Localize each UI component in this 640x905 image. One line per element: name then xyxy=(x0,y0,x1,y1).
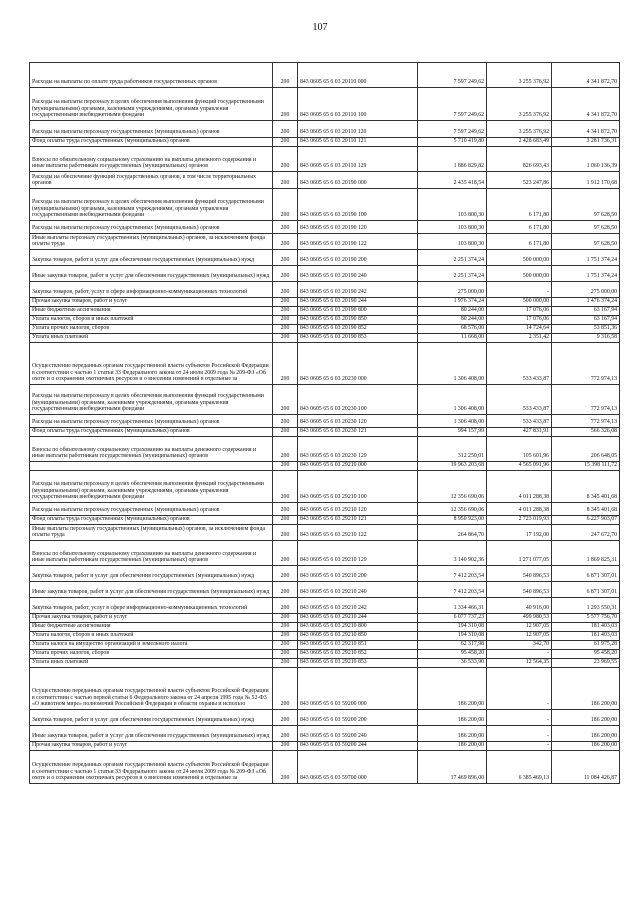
row-name-cell: Иные закупки товаров, работ и услуг для обеспечения государственных (муниципальных) нужд xyxy=(30,582,273,598)
row-approved-amount-cell: 186 200,00 xyxy=(418,726,487,742)
row-approved-amount-cell: 11 668,00 xyxy=(418,334,487,343)
row-line-code-cell: 200 xyxy=(273,316,298,325)
row-unexecuted-amount-cell: 6 871 307,01 xyxy=(552,582,620,598)
table-row xyxy=(30,623,620,632)
row-unexecuted-amount-cell: 8 345 401,68 xyxy=(552,503,620,516)
table-row xyxy=(30,650,620,659)
row-budget-class-code-cell: 843 0605 65 6 03 59700 000 xyxy=(298,751,418,784)
row-budget-class-code-cell: 843 0605 65 6 03 20110 100 xyxy=(298,88,418,121)
row-executed-amount-cell: 500 000,00 xyxy=(487,266,552,282)
row-name-cell: Фонд оплаты труда государственных (муниципальных) органов xyxy=(30,516,273,525)
row-approved-amount-cell: 312 250,01 xyxy=(418,437,487,462)
row-approved-amount-cell: 264 864,70 xyxy=(418,525,487,541)
table-row xyxy=(30,266,620,282)
table-row xyxy=(30,525,620,541)
row-budget-class-code-cell: 843 0605 65 6 03 29210 240 xyxy=(298,582,418,598)
row-line-code-cell: 200 xyxy=(273,632,298,641)
table-row xyxy=(30,172,620,189)
table-row xyxy=(30,598,620,614)
row-unexecuted-amount-cell: 772 974,13 xyxy=(552,385,620,415)
row-budget-class-code-cell: 843 0605 65 6 03 20110 000 xyxy=(298,63,418,88)
row-name-cell: Прочая закупка товаров, работ и услуг xyxy=(30,614,273,623)
table-row xyxy=(30,437,620,462)
row-unexecuted-amount-cell: 5 577 756,70 xyxy=(552,614,620,623)
row-budget-class-code-cell: 843 0605 65 6 03 20110 120 xyxy=(298,121,418,138)
row-unexecuted-amount-cell: 4 341 872,70 xyxy=(552,121,620,138)
row-executed-amount-cell: 540 896,53 xyxy=(487,566,552,582)
row-name-cell: Уплата иных платежей xyxy=(30,334,273,343)
budget-execution-table xyxy=(29,62,620,784)
row-budget-class-code-cell: 843 0605 65 6 03 20230 100 xyxy=(298,385,418,415)
row-name-cell: Расходы на обеспечение функций государственных органов, в том числе территориальных органов xyxy=(30,172,273,189)
row-line-code-cell: 200 xyxy=(273,668,298,710)
row-executed-amount-cell: 12 907,05 xyxy=(487,632,552,641)
row-name-cell: Взносы по обязательному социальному страхованию на выплаты денежного содержания и иные выплаты работникам государственных (муниципальных) органов xyxy=(30,437,273,462)
table-row xyxy=(30,668,620,710)
table-row xyxy=(30,88,620,121)
table-row xyxy=(30,462,620,471)
row-executed-amount-cell: 17 192,00 xyxy=(487,525,552,541)
table-row xyxy=(30,307,620,316)
table-row xyxy=(30,385,620,415)
row-name-cell: Фонд оплаты труда государственных (муниципальных) органов xyxy=(30,138,273,147)
table-row xyxy=(30,471,620,503)
row-budget-class-code-cell: 843 0605 65 6 03 29210 129 xyxy=(298,541,418,566)
row-approved-amount-cell: 17 469 896,00 xyxy=(418,751,487,784)
row-approved-amount-cell: 1 886 829,82 xyxy=(418,147,487,172)
row-line-code-cell: 200 xyxy=(273,325,298,334)
table-row xyxy=(30,516,620,525)
row-line-code-cell: 200 xyxy=(273,147,298,172)
row-executed-amount-cell: 2 428 683,49 xyxy=(487,138,552,147)
row-line-code-cell: 200 xyxy=(273,88,298,121)
row-budget-class-code-cell: 843 0605 65 6 03 20190 240 xyxy=(298,266,418,282)
row-executed-amount-cell: 533 433,87 xyxy=(487,343,552,385)
row-unexecuted-amount-cell: 1 060 136,39 xyxy=(552,147,620,172)
row-name-cell: Расходы на выплаты персоналу государственных (муниципальных) органов xyxy=(30,503,273,516)
row-line-code-cell: 200 xyxy=(273,503,298,516)
row-name-cell: Закупка товаров, работ и услуг для обеспечения государственных (муниципальных) нужд xyxy=(30,710,273,726)
row-line-code-cell: 200 xyxy=(273,415,298,428)
row-unexecuted-amount-cell: 15 398 111,72 xyxy=(552,462,620,471)
row-name-cell: Взносы по обязательному социальному страхованию на выплаты денежного содержания и иные выплаты работникам государственных (муниципальных) органов xyxy=(30,541,273,566)
row-name-cell: Расходы на выплаты персоналу в целях обеспечения выполнения функций государственными (муниципальными) органами, казенными учреждениями, органами управления государственными внебюджетными фондами xyxy=(30,189,273,221)
table-row xyxy=(30,503,620,516)
row-name-cell: Осуществление переданных органам государственной власти субъектов Российской Федерации в соответствии с частью первой статьи 6 Федерального закона от 24 апреля 1995 года № 52-ФЗ «О животном мире» полномочий Российской Федерации в области охраны и использо xyxy=(30,668,273,710)
row-name-cell: Закупка товаров, работ, услуг в сфере информационно-коммуникационных технологий xyxy=(30,282,273,298)
row-name-cell: Уплата прочих налогов, сборов xyxy=(30,650,273,659)
row-executed-amount-cell: - xyxy=(487,710,552,726)
row-name-cell: Закупка товаров, работ и услуг для обеспечения государственных (муниципальных) нужд xyxy=(30,566,273,582)
row-unexecuted-amount-cell: 181 403,03 xyxy=(552,623,620,632)
row-name-cell: Взносы по обязательному социальному страхованию на выплаты денежного содержания и иные выплаты работникам государственных (муниципальных) органов xyxy=(30,147,273,172)
row-budget-class-code-cell: 843 0605 65 6 03 59200 000 xyxy=(298,668,418,710)
row-executed-amount-cell: 40 916,00 xyxy=(487,598,552,614)
row-approved-amount-cell: 80 244,00 xyxy=(418,307,487,316)
row-unexecuted-amount-cell: 1 912 170,68 xyxy=(552,172,620,189)
row-budget-class-code-cell: 843 0605 65 6 03 20190 100 xyxy=(298,189,418,221)
row-line-code-cell: 200 xyxy=(273,282,298,298)
row-approved-amount-cell: 19 963 203,68 xyxy=(418,462,487,471)
row-approved-amount-cell: 186 200,00 xyxy=(418,742,487,751)
row-approved-amount-cell: 3 140 902,36 xyxy=(418,541,487,566)
table-row xyxy=(30,428,620,437)
table-row xyxy=(30,751,620,784)
row-approved-amount-cell: 186 200,00 xyxy=(418,710,487,726)
row-unexecuted-amount-cell: 63 167,94 xyxy=(552,307,620,316)
table-row xyxy=(30,282,620,298)
row-approved-amount-cell: 2 251 374,24 xyxy=(418,266,487,282)
row-approved-amount-cell: 194 310,08 xyxy=(418,623,487,632)
row-line-code-cell: 200 xyxy=(273,189,298,221)
row-line-code-cell: 200 xyxy=(273,566,298,582)
row-executed-amount-cell: 6 171,80 xyxy=(487,189,552,221)
row-name-cell: Уплата налогов, сборов и иных платежей xyxy=(30,316,273,325)
row-name-cell: Расходы на выплаты по оплате труда работников государственных органов xyxy=(30,63,273,88)
row-line-code-cell: 200 xyxy=(273,614,298,623)
table-row xyxy=(30,334,620,343)
row-name-cell: Уплата налогов, сборов и иных платежей xyxy=(30,632,273,641)
row-approved-amount-cell: 7 597 249,62 xyxy=(418,121,487,138)
row-approved-amount-cell: 194 310,08 xyxy=(418,632,487,641)
row-line-code-cell: 200 xyxy=(273,623,298,632)
row-approved-amount-cell: 103 800,30 xyxy=(418,221,487,234)
row-line-code-cell: 200 xyxy=(273,710,298,726)
row-executed-amount-cell: 17 076,06 xyxy=(487,307,552,316)
row-name-cell: Иные закупки товаров, работ и услуг для обеспечения государственных (муниципальных) нужд xyxy=(30,266,273,282)
row-budget-class-code-cell: 843 0605 65 6 03 20230 121 xyxy=(298,428,418,437)
row-executed-amount-cell: 499 980,53 xyxy=(487,614,552,623)
row-line-code-cell: 200 xyxy=(273,63,298,88)
row-unexecuted-amount-cell: 772 974,13 xyxy=(552,415,620,428)
row-executed-amount-cell: 342,70 xyxy=(487,641,552,650)
row-unexecuted-amount-cell: 186 200,00 xyxy=(552,726,620,742)
row-executed-amount-cell: 6 171,80 xyxy=(487,234,552,250)
row-approved-amount-cell: 1 334 466,31 xyxy=(418,598,487,614)
row-line-code-cell: 200 xyxy=(273,221,298,234)
row-executed-amount-cell: 500 000,00 xyxy=(487,250,552,266)
table-row xyxy=(30,147,620,172)
row-executed-amount-cell: - xyxy=(487,668,552,710)
row-name-cell: Уплата налога на имущество организаций и земельного налога xyxy=(30,641,273,650)
row-budget-class-code-cell: 843 0605 65 6 03 20190 000 xyxy=(298,172,418,189)
row-approved-amount-cell: 103 800,30 xyxy=(418,234,487,250)
row-unexecuted-amount-cell: 4 341 872,70 xyxy=(552,63,620,88)
row-executed-amount-cell: 105 601,96 xyxy=(487,437,552,462)
row-budget-class-code-cell: 843 0605 65 6 03 29210 850 xyxy=(298,632,418,641)
row-executed-amount-cell: 500 000,00 xyxy=(487,298,552,307)
table-row xyxy=(30,325,620,334)
row-budget-class-code-cell: 843 0605 65 6 03 29210 852 xyxy=(298,650,418,659)
row-executed-amount-cell: 4 565 091,96 xyxy=(487,462,552,471)
row-unexecuted-amount-cell: 97 628,50 xyxy=(552,234,620,250)
row-budget-class-code-cell: 843 0605 65 6 03 20190 850 xyxy=(298,316,418,325)
row-executed-amount-cell: 3 255 376,92 xyxy=(487,121,552,138)
row-executed-amount-cell: 427 831,91 xyxy=(487,428,552,437)
row-unexecuted-amount-cell: 1 476 374,24 xyxy=(552,298,620,307)
row-budget-class-code-cell: 843 0605 65 6 03 29210 000 xyxy=(298,462,418,471)
row-line-code-cell: 200 xyxy=(273,234,298,250)
row-unexecuted-amount-cell: 1 869 825,31 xyxy=(552,541,620,566)
row-name-cell: Иные закупки товаров, работ и услуг для обеспечения государственных (муниципальных) нужд xyxy=(30,726,273,742)
table-row xyxy=(30,541,620,566)
row-unexecuted-amount-cell: 275 000,00 xyxy=(552,282,620,298)
row-approved-amount-cell: 1 976 374,24 xyxy=(418,298,487,307)
row-approved-amount-cell: 12 356 690,06 xyxy=(418,503,487,516)
table-row xyxy=(30,742,620,751)
row-line-code-cell: 200 xyxy=(273,298,298,307)
row-name-cell: Расходы на выплаты персоналу государственных (муниципальных) органов xyxy=(30,221,273,234)
row-name-cell: Расходы на выплаты персоналу в целях обеспечения выполнения функций государственными (муниципальными) органами, казенными учреждениями, органами управления государственными внебюджетными фондами xyxy=(30,88,273,121)
row-name-cell: Расходы на выплаты персоналу государственных (муниципальных) органов xyxy=(30,121,273,138)
row-unexecuted-amount-cell: 95 458,20 xyxy=(552,650,620,659)
row-line-code-cell: 200 xyxy=(273,742,298,751)
table-row xyxy=(30,566,620,582)
row-line-code-cell: 200 xyxy=(273,138,298,147)
row-unexecuted-amount-cell: 61 975,28 xyxy=(552,641,620,650)
row-unexecuted-amount-cell: 11 084 426,87 xyxy=(552,751,620,784)
row-line-code-cell: 200 xyxy=(273,582,298,598)
row-line-code-cell: 200 xyxy=(273,659,298,668)
row-executed-amount-cell: 4 011 288,38 xyxy=(487,503,552,516)
row-approved-amount-cell: 12 356 690,06 xyxy=(418,471,487,503)
row-line-code-cell: 200 xyxy=(273,343,298,385)
row-line-code-cell: 200 xyxy=(273,266,298,282)
row-line-code-cell: 200 xyxy=(273,641,298,650)
row-approved-amount-cell: 6 077 737,23 xyxy=(418,614,487,623)
row-name-cell: Закупка товаров, работ, услуг в сфере информационно-коммуникационных технологий xyxy=(30,598,273,614)
row-budget-class-code-cell: 843 0605 65 6 03 29210 120 xyxy=(298,503,418,516)
table-row xyxy=(30,189,620,221)
row-budget-class-code-cell: 843 0605 65 6 03 20190 242 xyxy=(298,282,418,298)
row-approved-amount-cell: 80 244,00 xyxy=(418,316,487,325)
row-executed-amount-cell: - xyxy=(487,282,552,298)
row-executed-amount-cell: 17 076,06 xyxy=(487,316,552,325)
row-unexecuted-amount-cell: 566 326,08 xyxy=(552,428,620,437)
row-line-code-cell: 200 xyxy=(273,428,298,437)
row-unexecuted-amount-cell: 247 672,70 xyxy=(552,525,620,541)
row-executed-amount-cell: 2 723 019,93 xyxy=(487,516,552,525)
row-unexecuted-amount-cell: 186 200,00 xyxy=(552,668,620,710)
row-executed-amount-cell: - xyxy=(487,650,552,659)
row-unexecuted-amount-cell: 9 316,58 xyxy=(552,334,620,343)
table-row xyxy=(30,726,620,742)
row-budget-class-code-cell: 843 0605 65 6 03 29210 200 xyxy=(298,566,418,582)
row-budget-class-code-cell: 843 0605 65 6 03 20190 852 xyxy=(298,325,418,334)
row-unexecuted-amount-cell: 1 293 550,31 xyxy=(552,598,620,614)
row-approved-amount-cell: 2 251 374,24 xyxy=(418,250,487,266)
row-name-cell: Уплата прочих налогов, сборов xyxy=(30,325,273,334)
row-unexecuted-amount-cell: 206 648,05 xyxy=(552,437,620,462)
row-unexecuted-amount-cell: 181 403,03 xyxy=(552,632,620,641)
row-line-code-cell: 200 xyxy=(273,598,298,614)
row-approved-amount-cell: 1 306 408,00 xyxy=(418,343,487,385)
row-name-cell xyxy=(30,462,273,471)
table-row xyxy=(30,343,620,385)
row-unexecuted-amount-cell: 63 167,94 xyxy=(552,316,620,325)
row-budget-class-code-cell: 843 0605 65 6 03 20110 121 xyxy=(298,138,418,147)
row-approved-amount-cell: 7 412 203,54 xyxy=(418,582,487,598)
row-budget-class-code-cell: 843 0605 65 6 03 29210 122 xyxy=(298,525,418,541)
row-budget-class-code-cell: 843 0605 65 6 03 20190 800 xyxy=(298,307,418,316)
row-budget-class-code-cell: 843 0605 65 6 03 29210 800 xyxy=(298,623,418,632)
table-row xyxy=(30,659,620,668)
row-approved-amount-cell: 275 000,00 xyxy=(418,282,487,298)
row-line-code-cell: 200 xyxy=(273,437,298,462)
row-name-cell: Прочая закупка товаров, работ и услуг xyxy=(30,298,273,307)
table-row xyxy=(30,121,620,138)
row-line-code-cell: 200 xyxy=(273,307,298,316)
row-name-cell: Расходы на выплаты персоналу в целях обеспечения выполнения функций государственными (муниципальными) органами, казенными учреждениями, органами управления государственными внебюджетными фондами xyxy=(30,385,273,415)
row-name-cell: Фонд оплаты труда государственных (муниципальных) органов xyxy=(30,428,273,437)
row-approved-amount-cell: 994 157,99 xyxy=(418,428,487,437)
row-approved-amount-cell: 1 306 408,00 xyxy=(418,415,487,428)
row-line-code-cell: 200 xyxy=(273,121,298,138)
row-line-code-cell: 200 xyxy=(273,541,298,566)
row-approved-amount-cell: 2 435 418,54 xyxy=(418,172,487,189)
row-budget-class-code-cell: 843 0605 65 6 03 20190 120 xyxy=(298,221,418,234)
row-executed-amount-cell: 12 564,35 xyxy=(487,659,552,668)
row-executed-amount-cell: 826 693,43 xyxy=(487,147,552,172)
row-line-code-cell: 200 xyxy=(273,726,298,742)
row-line-code-cell: 200 xyxy=(273,172,298,189)
table-row xyxy=(30,316,620,325)
table-row xyxy=(30,221,620,234)
row-unexecuted-amount-cell: 97 628,50 xyxy=(552,221,620,234)
row-budget-class-code-cell: 843 0605 65 6 03 20230 120 xyxy=(298,415,418,428)
row-executed-amount-cell: 540 896,53 xyxy=(487,582,552,598)
row-line-code-cell: 200 xyxy=(273,751,298,784)
row-budget-class-code-cell: 843 0605 65 6 03 59200 200 xyxy=(298,710,418,726)
row-line-code-cell: 200 xyxy=(273,516,298,525)
row-budget-class-code-cell: 843 0605 65 6 03 29210 853 xyxy=(298,659,418,668)
row-unexecuted-amount-cell: 772 974,13 xyxy=(552,343,620,385)
row-budget-class-code-cell: 843 0605 65 6 03 20230 129 xyxy=(298,437,418,462)
row-budget-class-code-cell: 843 0605 65 6 03 29210 121 xyxy=(298,516,418,525)
row-budget-class-code-cell: 843 0605 65 6 03 20190 200 xyxy=(298,250,418,266)
row-line-code-cell: 200 xyxy=(273,650,298,659)
row-approved-amount-cell: 7 412 203,54 xyxy=(418,566,487,582)
row-unexecuted-amount-cell: 4 341 872,70 xyxy=(552,88,620,121)
row-unexecuted-amount-cell: 1 751 374,24 xyxy=(552,250,620,266)
table-row xyxy=(30,298,620,307)
table-row xyxy=(30,710,620,726)
row-executed-amount-cell: 3 255 376,92 xyxy=(487,88,552,121)
row-budget-class-code-cell: 843 0605 65 6 03 20190 244 xyxy=(298,298,418,307)
table-row xyxy=(30,63,620,88)
table-row xyxy=(30,138,620,147)
row-approved-amount-cell: 95 458,20 xyxy=(418,650,487,659)
row-executed-amount-cell: 523 247,86 xyxy=(487,172,552,189)
row-approved-amount-cell: 103 800,30 xyxy=(418,189,487,221)
row-executed-amount-cell: 4 011 288,38 xyxy=(487,471,552,503)
table-row xyxy=(30,250,620,266)
table-row xyxy=(30,641,620,650)
row-approved-amount-cell: 36 533,90 xyxy=(418,659,487,668)
row-line-code-cell: 200 xyxy=(273,250,298,266)
page-number: 107 xyxy=(312,22,328,33)
row-name-cell: Закупка товаров, работ и услуг для обеспечения государственных (муниципальных) нужд xyxy=(30,250,273,266)
row-budget-class-code-cell: 843 0605 65 6 03 29210 244 xyxy=(298,614,418,623)
row-budget-class-code-cell: 843 0605 65 6 03 20190 122 xyxy=(298,234,418,250)
row-line-code-cell: 200 xyxy=(273,462,298,471)
row-executed-amount-cell: - xyxy=(487,726,552,742)
table-row xyxy=(30,234,620,250)
row-unexecuted-amount-cell: 97 628,50 xyxy=(552,189,620,221)
row-unexecuted-amount-cell: 186 200,00 xyxy=(552,710,620,726)
row-budget-class-code-cell: 843 0605 65 6 03 20230 000 xyxy=(298,343,418,385)
row-unexecuted-amount-cell: 6 871 307,01 xyxy=(552,566,620,582)
row-executed-amount-cell: 12 907,05 xyxy=(487,623,552,632)
row-executed-amount-cell: 6 171,80 xyxy=(487,221,552,234)
row-budget-class-code-cell: 843 0605 65 6 03 29210 242 xyxy=(298,598,418,614)
row-unexecuted-amount-cell: 1 751 374,24 xyxy=(552,266,620,282)
row-line-code-cell: 200 xyxy=(273,385,298,415)
table-row xyxy=(30,614,620,623)
row-approved-amount-cell: 8 950 923,00 xyxy=(418,516,487,525)
row-budget-class-code-cell: 843 0605 65 6 03 20190 853 xyxy=(298,334,418,343)
row-name-cell: Расходы на выплаты персоналу государственных (муниципальных) органов xyxy=(30,415,273,428)
row-unexecuted-amount-cell: 3 281 736,31 xyxy=(552,138,620,147)
row-unexecuted-amount-cell: 6 227 903,07 xyxy=(552,516,620,525)
row-budget-class-code-cell: 843 0605 65 6 03 20110 129 xyxy=(298,147,418,172)
row-approved-amount-cell: 186 200,00 xyxy=(418,668,487,710)
row-name-cell: Иные выплаты персоналу государственных (муниципальных) органов, за исключением фонда оплаты труда xyxy=(30,234,273,250)
row-approved-amount-cell: 7 597 249,62 xyxy=(418,88,487,121)
row-name-cell: Уплата иных платежей xyxy=(30,659,273,668)
row-budget-class-code-cell: 843 0605 65 6 03 59200 240 xyxy=(298,726,418,742)
row-budget-class-code-cell: 843 0605 65 6 03 29210 851 xyxy=(298,641,418,650)
row-line-code-cell: 200 xyxy=(273,525,298,541)
row-name-cell: Иные бюджетные ассигнования xyxy=(30,623,273,632)
row-budget-class-code-cell: 843 0605 65 6 03 29210 100 xyxy=(298,471,418,503)
row-budget-class-code-cell: 843 0605 65 6 03 59200 244 xyxy=(298,742,418,751)
row-approved-amount-cell: 1 306 408,00 xyxy=(418,385,487,415)
row-name-cell: Осуществление переданных органам государственной власти субъектов Российской Федерации в соответствии с частью 1 статьи 33 Федерального закона от 24 июля 2009 года № 209-ФЗ «Об охоте и о сохранении охотничьих ресурсов и о внесении изменений в отдельные за xyxy=(30,343,273,385)
row-line-code-cell: 200 xyxy=(273,334,298,343)
row-name-cell: Иные выплаты персоналу государственных (муниципальных) органов, за исключением фонда оплаты труда xyxy=(30,525,273,541)
row-unexecuted-amount-cell: 53 851,36 xyxy=(552,325,620,334)
row-name-cell: Иные бюджетные ассигнования xyxy=(30,307,273,316)
row-executed-amount-cell: 14 724,64 xyxy=(487,325,552,334)
row-executed-amount-cell: 533 433,87 xyxy=(487,385,552,415)
row-unexecuted-amount-cell: 8 345 401,68 xyxy=(552,471,620,503)
table-row xyxy=(30,582,620,598)
row-name-cell: Осуществление переданных органам государственной власти субъектов Российской Федерации в соответствии с частью 1 статьи 33 Федерального закона от 24 июля 2009 года № 209-ФЗ «Об охоте и о сохранении охотничьих ресурсов и о внесении изменений в отдельные за xyxy=(30,751,273,784)
row-executed-amount-cell: 1 271 077,05 xyxy=(487,541,552,566)
row-executed-amount-cell: - xyxy=(487,742,552,751)
row-approved-amount-cell: 7 597 249,62 xyxy=(418,63,487,88)
row-approved-amount-cell: 68 576,00 xyxy=(418,325,487,334)
row-unexecuted-amount-cell: 186 200,00 xyxy=(552,742,620,751)
table-row xyxy=(30,632,620,641)
row-name-cell: Расходы на выплаты персоналу в целях обеспечения выполнения функций государственными (муниципальными) органами, казенными учреждениями, органами управления государственными внебюджетными фондами xyxy=(30,471,273,503)
row-executed-amount-cell: 6 385 469,13 xyxy=(487,751,552,784)
row-line-code-cell: 200 xyxy=(273,471,298,503)
row-executed-amount-cell: 3 255 376,92 xyxy=(487,63,552,88)
table-row xyxy=(30,415,620,428)
row-name-cell: Прочая закупка товаров, работ и услуг xyxy=(30,742,273,751)
row-executed-amount-cell: 2 351,42 xyxy=(487,334,552,343)
row-unexecuted-amount-cell: 23 969,55 xyxy=(552,659,620,668)
row-approved-amount-cell: 5 710 419,80 xyxy=(418,138,487,147)
row-approved-amount-cell: 62 317,98 xyxy=(418,641,487,650)
row-executed-amount-cell: 533 433,87 xyxy=(487,415,552,428)
